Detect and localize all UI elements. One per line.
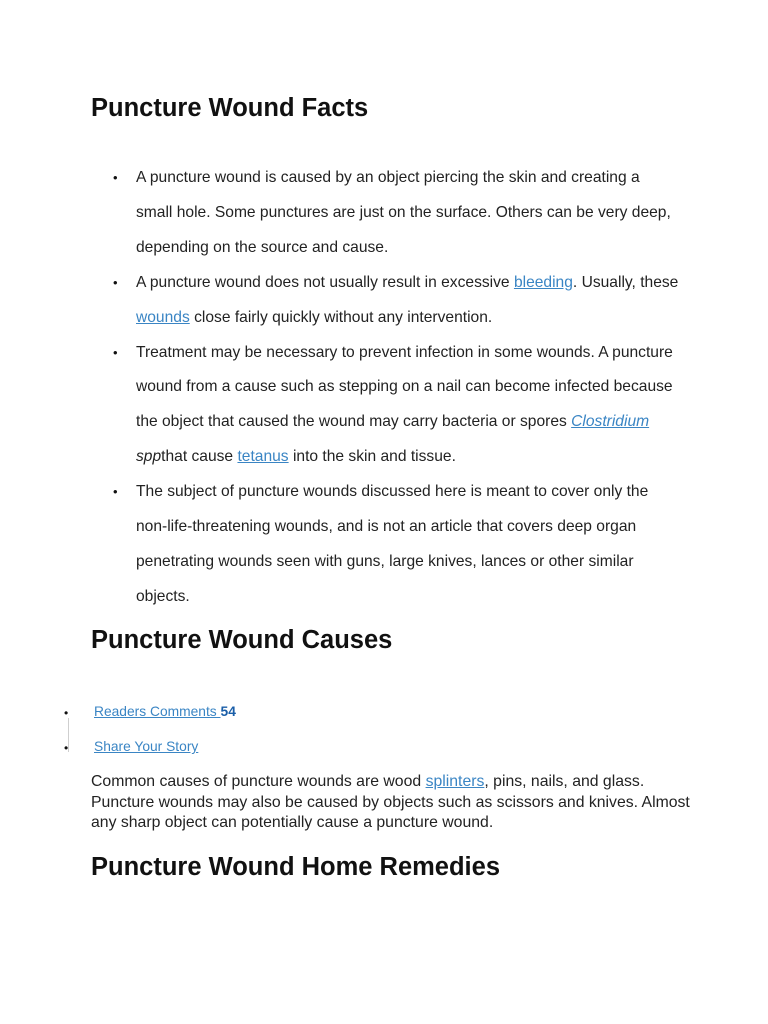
readers-comments-label: Readers Comments (94, 704, 221, 719)
tetanus-link[interactable]: tetanus (237, 448, 289, 466)
fact-text: Treatment may be necessary to prevent infection in some wounds. A puncture wound from a cause such as stepping on a nail can become infected because the object that caused the wound may carry bacteria or spores (136, 343, 673, 431)
fact-text: A puncture wound is caused by an object piercing the skin and creating a small hole. Some punctures are just on the surface. Others can be very deep, depending on the source and cause. (136, 169, 671, 256)
list-item (0, 336, 700, 476)
bullet-icon: • (113, 484, 118, 500)
wounds-link[interactable]: wounds (136, 308, 190, 326)
list-item (0, 475, 700, 615)
social-links (0, 700, 236, 770)
clostridium-link[interactable]: Clostridium (571, 413, 650, 431)
bullet-icon: • (64, 706, 69, 720)
readers-comments-link[interactable] (94, 704, 221, 719)
bullet-icon: • (113, 170, 118, 185)
facts-list (0, 161, 700, 615)
causes-heading: Puncture Wound Causes (91, 626, 393, 654)
facts-heading: Puncture Wound Facts (91, 94, 369, 122)
fact-text: The subject of puncture wounds discussed here is meant to cover only the non-life-threatening wounds, and is not an article that covers deep organ penetrating wounds seen with guns, large knives, lances or other similar objects. (136, 483, 649, 605)
fact-text: that cause (161, 448, 238, 466)
splinters-link[interactable]: splinters (425, 773, 485, 790)
list-item (0, 161, 700, 266)
causes-text: , pins, nails, and glass. Puncture wounds may also be caused by objects such as scissors and knives. Almost any sharp object can potentially cause a puncture wound. (91, 773, 690, 831)
fact-text: A puncture wound does not usually result in excessive (136, 273, 514, 291)
bullet-icon: • (113, 274, 118, 290)
causes-text: Common causes of puncture wounds are wood (91, 773, 426, 790)
share-your-story-link[interactable]: Share Your Story (94, 739, 199, 754)
list-item (0, 700, 236, 735)
causes-paragraph (91, 772, 691, 834)
bleeding-link[interactable]: bleeding (513, 273, 573, 291)
comments-count[interactable]: 54 (220, 704, 236, 719)
bullet-icon: • (64, 741, 69, 755)
fact-text: . Usually, these (572, 273, 679, 291)
list-item (0, 266, 700, 336)
list-item (0, 735, 236, 770)
spp-text: spp (136, 448, 162, 466)
fact-text: into the skin and tissue. (288, 448, 456, 466)
fact-text: close fairly quickly without any intervention. (189, 308, 493, 326)
remedies-heading: Puncture Wound Home Remedies (91, 853, 501, 881)
bullet-icon: • (113, 344, 118, 360)
